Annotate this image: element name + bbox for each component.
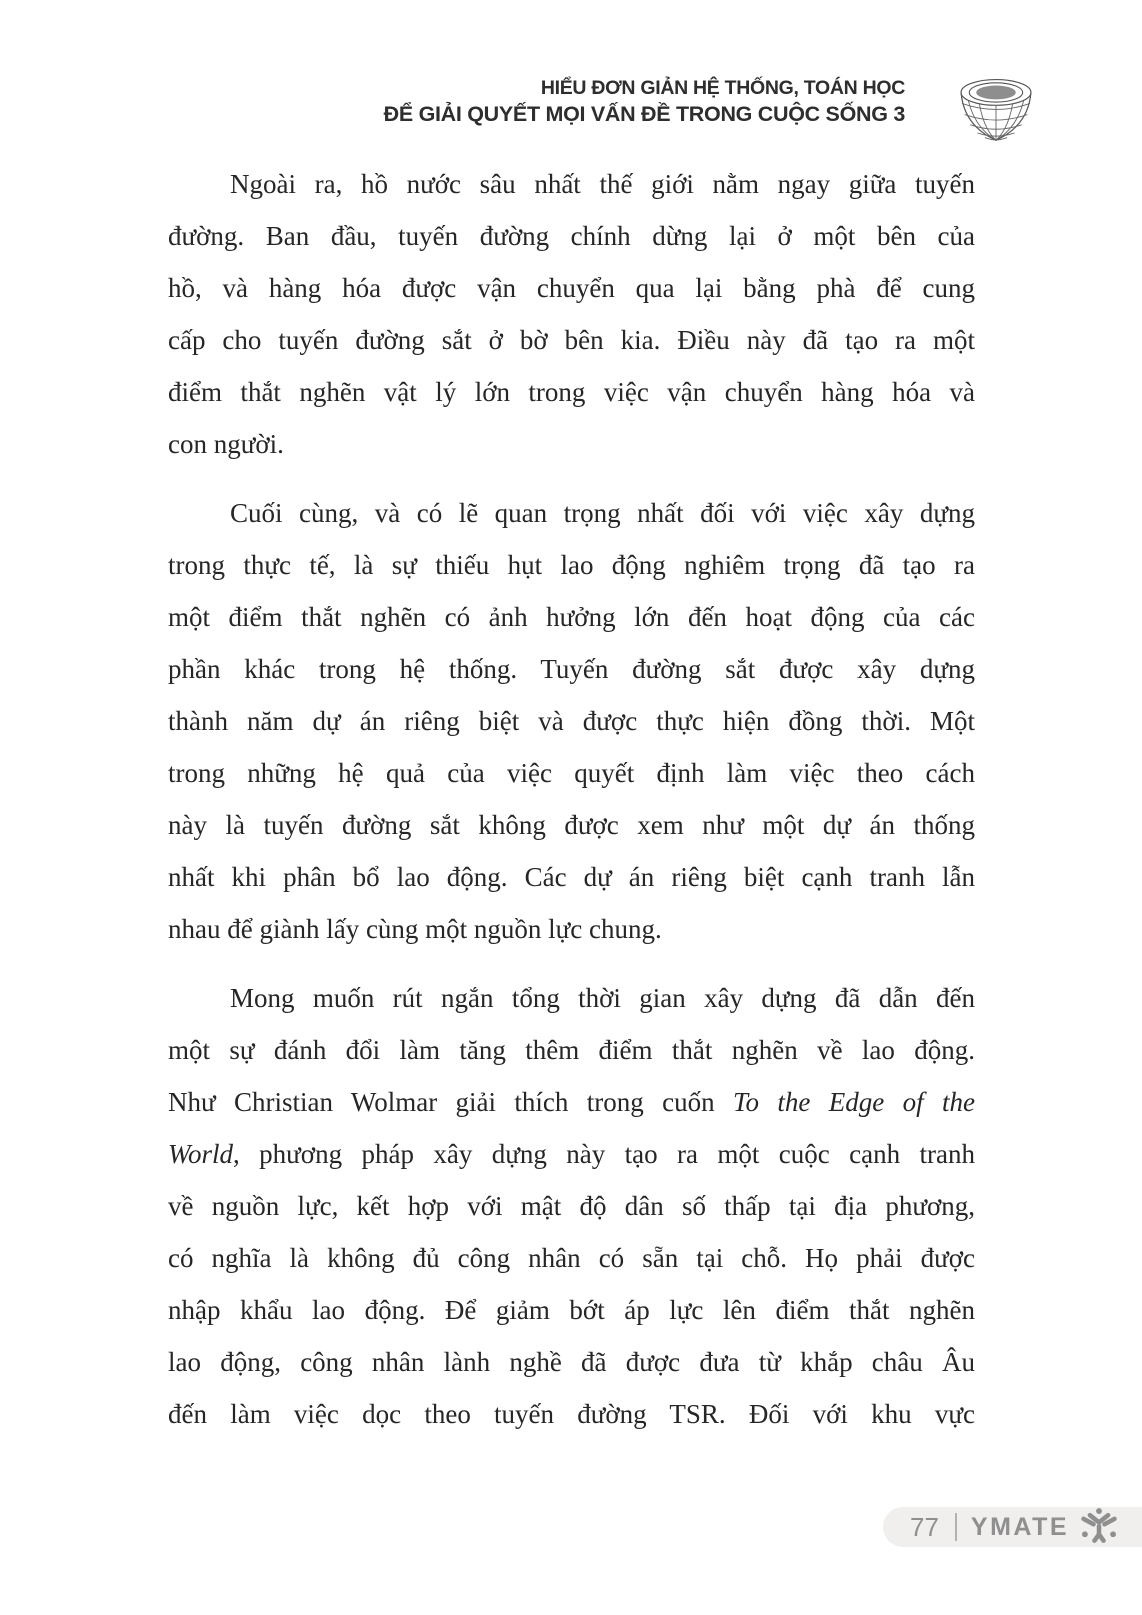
page-number: 77 [910,1511,939,1542]
text-line [168,747,975,799]
text-segment: phần khác trong hệ thống. Tuyến đường sắt được xây dựng [168,654,975,684]
footer-pill [883,1507,1142,1547]
text-line [168,903,975,955]
text-segment: Cuối cùng, và có lẽ quan trọng nhất đối với việc xây dựng [230,498,975,528]
text-segment: một sự đánh đổi làm tăng thêm điểm thắt nghẽn về lao động. [168,1035,975,1065]
text-segment: này là tuyến đường sắt không được xem như một dự án thống [168,810,975,840]
running-head [384,76,905,128]
text-line [168,1076,975,1128]
text-segment: Như Christian Wolmar giải thích trong cuốn [168,1087,734,1117]
running-head-line1: HIỂU ĐƠN GIẢN HỆ THỐNG, TOÁN HỌC [540,77,905,99]
text-line [168,1180,975,1232]
text-line [168,1388,975,1440]
text-line [168,1336,975,1388]
text-segment: Mong muốn rút ngắn tổng thời gian xây dựng đã dẫn đến [230,983,975,1013]
body-text [168,158,975,1457]
text-line [168,366,975,418]
text-segment: nhất khi phân bổ lao động. Các dự án riêng biệt cạnh tranh lẫn [168,862,975,892]
text-segment: cấp cho tuyến đường sắt ở bờ bên kia. Điều này đã tạo ra một [168,325,975,355]
wireframe-globe-icon [950,72,1042,146]
paragraph [168,158,975,470]
text-segment: Ngoài ra, hồ nước sâu nhất thế giới nằm ngay giữa tuyến [230,169,975,199]
text-segment: nhau để giành lấy cùng một nguồn lực chung. [168,914,662,944]
text-segment: thành năm dự án riêng biệt và được thực hiện đồng thời. Một [168,706,975,736]
text-line [168,1284,975,1336]
text-line [168,158,975,210]
footer-divider [955,1513,957,1541]
text-segment: điểm thắt nghẽn vật lý lớn trong việc vận chuyển hàng hóa và [168,377,975,407]
text-segment: lao động, công nhân lành nghề đã được đưa từ khắp châu Âu [168,1347,975,1377]
running-head-line2: ĐỂ GIẢI QUYẾT MỌI VẤN ĐỀ TRONG CUỘC SỐNG 3 [383,101,905,126]
brand-name: YMATE [970,1512,1070,1541]
text-line [168,1232,975,1284]
text-line [168,972,975,1024]
text-segment: hồ, và hàng hóa được vận chuyển qua lại bằng phà để cung [168,273,975,303]
text-line [168,418,975,470]
paragraph [168,972,975,1440]
text-line [168,1024,975,1076]
text-line [168,1128,975,1180]
text-segment: một điểm thắt nghẽn có ảnh hưởng lớn đến hoạt động của các [168,602,975,632]
text-line [168,799,975,851]
text-segment: nhập khẩu lao động. Để giảm bớt áp lực lên điểm thắt nghẽn [168,1295,975,1325]
text-line [168,314,975,366]
text-line [168,487,975,539]
text-segment: trong thực tế, là sự thiếu hụt lao động nghiêm trọng đã tạo ra [168,550,975,580]
text-segment: đến làm việc dọc theo tuyến đường TSR. Đối với khu vực [168,1399,975,1429]
text-line [168,262,975,314]
text-line [168,591,975,643]
text-line [168,210,975,262]
text-segment: đường. Ban đầu, tuyến đường chính dừng lại ở một bên của [168,221,975,251]
ymate-logo-icon [1079,1507,1119,1547]
text-segment: con người. [168,429,284,459]
italic-text-segment: To the Edge of the [733,1087,975,1117]
text-line [168,851,975,903]
text-line [168,643,975,695]
text-segment: về nguồn lực, kết hợp với mật độ dân số thấp tại địa phương, [168,1191,975,1221]
text-segment: có nghĩa là không đủ công nhân có sẵn tại chỗ. Họ phải được [168,1243,975,1273]
text-line [168,539,975,591]
paragraph [168,487,975,955]
italic-text-segment: World [168,1139,234,1169]
text-line [168,695,975,747]
text-segment: , phương pháp xây dựng này tạo ra một cuộc cạnh tranh [233,1139,975,1169]
text-segment: trong những hệ quả của việc quyết định làm việc theo cách [168,758,975,788]
